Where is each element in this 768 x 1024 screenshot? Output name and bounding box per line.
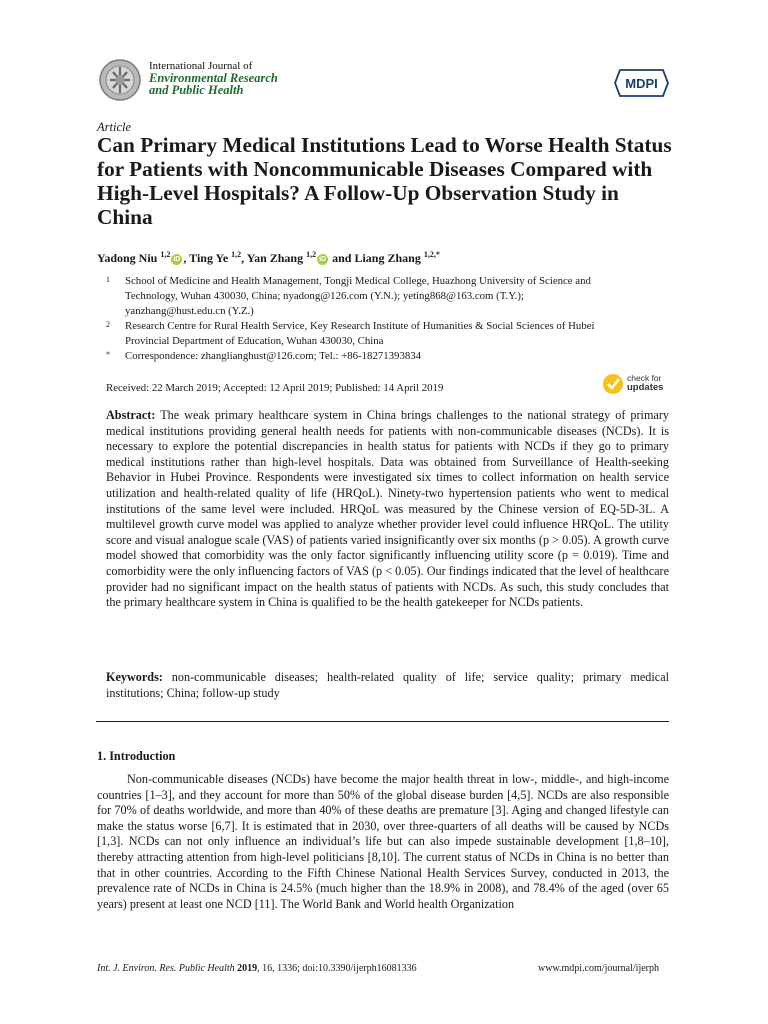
author-list bbox=[97, 250, 440, 266]
author-name: Ting Ye bbox=[189, 251, 232, 265]
footer-url[interactable]: www.mdpi.com/journal/ijerph bbox=[538, 963, 659, 974]
article-title: Can Primary Medical Institutions Lead to Worse Health Status for Patients with Noncommunicable Diseases Compared with High-Level Hospitals? A Follow-Up Observation Study in China bbox=[97, 133, 672, 229]
check-for-updates-badge[interactable] bbox=[602, 371, 674, 397]
journal-logo-icon bbox=[98, 58, 142, 102]
check-updates-line2: updates bbox=[627, 382, 664, 393]
orcid-icon[interactable]: iD bbox=[173, 255, 181, 263]
author-affiliation-sup: 1,2 bbox=[160, 250, 171, 259]
introduction-paragraph: Non-communicable diseases (NCDs) have become the major health threat in low-, middle-, and high-income countries [1–3], and they account for more than 50% of the global disease burden [4,5]. NCDs are also responsible for 70% of deaths worldwide, and more than 40% of these deaths are premature [3]. Aging and changed lifestyle can make the status worse [6,7]. It is estimated that in 2030, over three-quarters of all deaths will be caused by NCDs [1,3]. NCDs can not only influence an individual’s life but can also impede sustainable development [1,8–10], thereby attracting attention from high-level politicians [8,10]. The current status of NCDs in China is no better than that in other countries. According to the Fifth Chinese National Health Services Survey, conducted in 2013, the prevalence rate of NCDs in China is 24.5% (much higher than the 18.9% in 2008), and 78.4% of the aged (over 65 years) present at least one NCD [11]. The World Bank and World health Organization bbox=[97, 772, 669, 911]
footer-citation bbox=[97, 963, 417, 974]
section-heading: 1. Introduction bbox=[97, 749, 176, 763]
keywords bbox=[106, 670, 669, 701]
author-separator: , bbox=[183, 251, 190, 265]
orcid-icon[interactable]: iD bbox=[319, 255, 327, 263]
publication-dates: Received: 22 March 2019; Accepted: 12 April 2019; Published: 14 April 2019 bbox=[106, 382, 444, 394]
abstract-label: Abstract: bbox=[106, 408, 156, 422]
author-name: Liang Zhang bbox=[354, 251, 424, 265]
footer-year: 2019 bbox=[237, 963, 258, 974]
affiliation-line: yanzhang@hust.edu.cn (Y.Z.) bbox=[125, 305, 254, 317]
footer-volume-doi: , 16, 1336; doi:10.3390/ijerph16081336 bbox=[257, 963, 417, 974]
journal-name-line3: and Public Health bbox=[149, 83, 244, 97]
affiliation-line: Technology, Wuhan 430030, China; nyadong@126.com (Y.N.); yeting868@163.com (T.Y.); bbox=[125, 290, 524, 302]
affiliation-line: School of Medicine and Health Management, Tongji Medical College, Huazhong University of Science and bbox=[125, 275, 591, 287]
author-affiliation-sup: 1,2,* bbox=[423, 250, 440, 259]
mdpi-logo-icon bbox=[614, 68, 669, 98]
keywords-label: Keywords: bbox=[106, 670, 163, 684]
section-divider bbox=[96, 721, 669, 722]
keywords-text: non-communicable diseases; health-related quality of life; service quality; primary medical institutions; China; follow-up study bbox=[106, 670, 669, 700]
author-name: Yan Zhang bbox=[246, 251, 307, 265]
check-updates-line1: check for bbox=[627, 373, 662, 383]
affiliation-mark: 1 bbox=[106, 275, 110, 284]
affiliation-text bbox=[125, 274, 591, 319]
footer-journal: Int. J. Environ. Res. Public Health bbox=[97, 963, 235, 974]
affiliation-line: Provincial Department of Education, Wuhan 430030, China bbox=[125, 335, 384, 347]
affiliation-mark: 2 bbox=[106, 320, 110, 329]
author-affiliation-sup: 1,2 bbox=[306, 250, 317, 259]
affiliation-mark: * bbox=[106, 350, 110, 359]
abstract bbox=[106, 408, 669, 611]
author-separator: , bbox=[241, 251, 247, 265]
journal-name-line2: Environmental Research bbox=[149, 71, 278, 85]
author-affiliation-sup: 1,2 bbox=[231, 250, 242, 259]
abstract-text: The weak primary healthcare system in China brings challenges to the national strategy of primary medical institutions providing general health needs for patients with non-communicable diseases (NCDs). It is necessary to explore the potential discrepancies in health status for patients with NCDs if they go to primary medical institutions rather than high-level hospitals. Data was obtained from Surveillance of Health-seeking Behavior in Hubei Province. Respondents were investigated six times to collect information on health service utilization and health-related quality of life (HRQoL). Ninety-two hypertension patients who went to medical institutions of the same level were included. HRQoL was measured by the Chinese version of EQ-5D-3L. A multilevel growth curve model was applied to analyze whether provider level could influence HRQoL. The utility score and visual analogue scale (VAS) of patients varied insignificantly over six months (p > 0.05). A growth curve model showed that comorbidity was the only factor significantly influencing utility score (p = 0.019). Time and comorbidity were the only influencing factors of VAS (p < 0.05). Our findings indicated that the level of healthcare provider had no significant impact on the health status of patients with NCDs. As such, this study concludes that the primary healthcare system in China is qualified to be the health gatekeeper for NCDs patients. bbox=[106, 408, 669, 610]
author-name: Yadong Niu bbox=[97, 251, 161, 265]
author-separator: and bbox=[329, 251, 355, 265]
affiliation-text bbox=[125, 319, 595, 349]
affiliation-line: Research Centre for Rural Health Service, Key Research Institute of Humanities & Social Sciences of Hubei bbox=[125, 320, 595, 332]
journal-name-line1: International Journal of bbox=[149, 60, 253, 72]
publisher-name: MDPI bbox=[625, 76, 658, 91]
affiliation-text bbox=[125, 349, 421, 364]
article-type: Article bbox=[97, 120, 132, 134]
journal-name bbox=[149, 60, 278, 96]
affiliation-line: Correspondence: zhanglianghust@126.com; Tel.: +86-18271393834 bbox=[125, 350, 422, 362]
